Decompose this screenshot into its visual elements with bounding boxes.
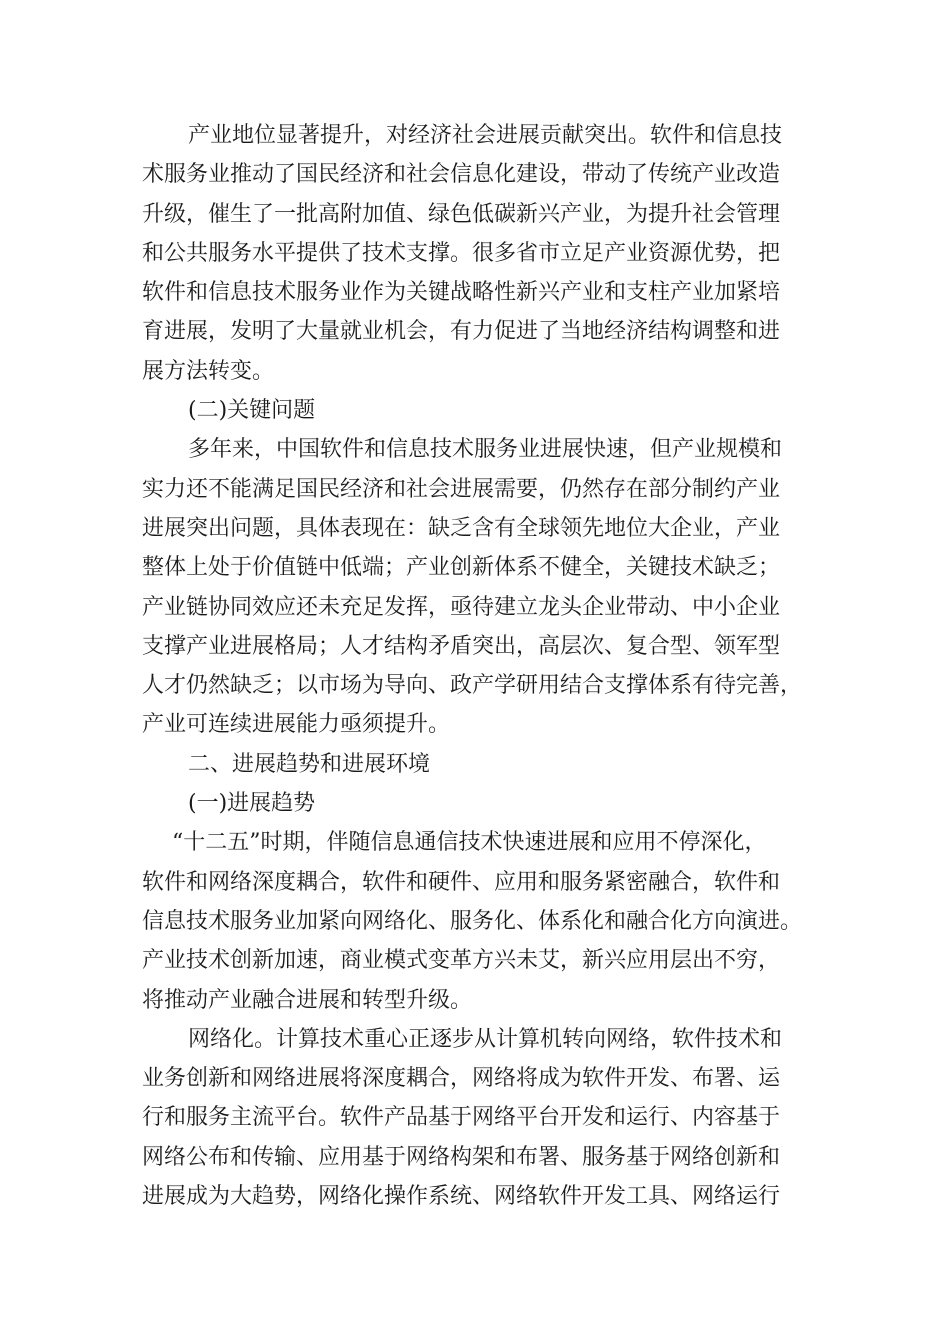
paragraph-line: 信息技术服务业加紧向网络化、服务化、体系化和融合化方向演进。 <box>142 908 803 934</box>
paragraph-line: 将推动产业融合进展和转型升级。 <box>142 987 473 1013</box>
paragraph-line: 术服务业推动了国民经济和社会信息化建设，带动了传统产业改造 <box>142 162 781 188</box>
paragraph-line: 软件和网络深度耦合，软件和硬件、应用和服务紧密融合，软件和 <box>142 869 781 895</box>
paragraph-line: 进展成为大趋势，网络化操作系统、网络软件开发工具、网络运行 <box>142 1184 781 1210</box>
paragraph-line: “十二五”时期，伴随信息通信技术快速进展和应用不停深化， <box>172 830 767 856</box>
paragraph-line: 产业链协同效应还未充足发挥，亟待建立龙头企业带动、中小企业 <box>142 594 781 620</box>
paragraph-line: 多年来，中国软件和信息技术服务业进展快速，但产业规模和 <box>188 437 783 463</box>
paragraph-line: 网络化。计算技术重心正逐步从计算机转向网络，软件技术和 <box>188 1026 783 1052</box>
paragraph-line: 网络公布和传输、应用基于网络构架和布署、服务基于网络创新和 <box>142 1144 781 1170</box>
section-heading: (一)进展趋势 <box>188 791 316 817</box>
paragraph-line: 和公共服务水平提供了技术支撑。很多省市立足产业资源优势，把 <box>142 240 781 266</box>
chapter-heading: 二、进展趋势和进展环境 <box>188 751 431 777</box>
paragraph-line: 产业地位显著提升，对经济社会进展贡献突出。软件和信息技 <box>188 123 783 148</box>
paragraph-line: 整体上处于价值链中低端；产业创新体系不健全，关键技术缺乏； <box>142 555 781 581</box>
paragraph-line: 展方法转变。 <box>142 358 275 384</box>
document-body <box>142 116 822 1216</box>
paragraph-line: 人才仍然缺乏；以市场为导向、政产学研用结合支撑体系有待完善， <box>142 673 803 699</box>
paragraph-line: 行和服务主流平台。软件产品基于网络平台开发和运行、内容基于 <box>142 1105 781 1131</box>
paragraph-line: 育进展，发明了大量就业机会，有力促进了当地经济结构调整和进 <box>142 319 781 345</box>
section-heading: (二)关键问题 <box>188 398 316 424</box>
paragraph-line: 业务创新和网络进展将深度耦合，网络将成为软件开发、布署、运 <box>142 1066 781 1092</box>
paragraph-line: 产业可连续进展能力亟须提升。 <box>142 712 451 738</box>
paragraph-line: 支撑产业进展格局；人才结构矛盾突出，高层次、复合型、领军型 <box>142 633 781 659</box>
paragraph-line: 产业技术创新加速，商业模式变革方兴未艾，新兴应用层出不穷， <box>142 948 781 974</box>
paragraph-line: 软件和信息技术服务业作为关键战略性新兴产业和支柱产业加紧培 <box>142 280 781 306</box>
paragraph-line: 升级，催生了一批高附加值、绿色低碳新兴产业，为提升社会管理 <box>142 201 781 227</box>
paragraph-line: 实力还不能满足国民经济和社会进展需要，仍然存在部分制约产业 <box>142 476 781 502</box>
paragraph-line: 进展突出问题，具体表现在：缺乏含有全球领先地位大企业，产业 <box>142 515 781 541</box>
